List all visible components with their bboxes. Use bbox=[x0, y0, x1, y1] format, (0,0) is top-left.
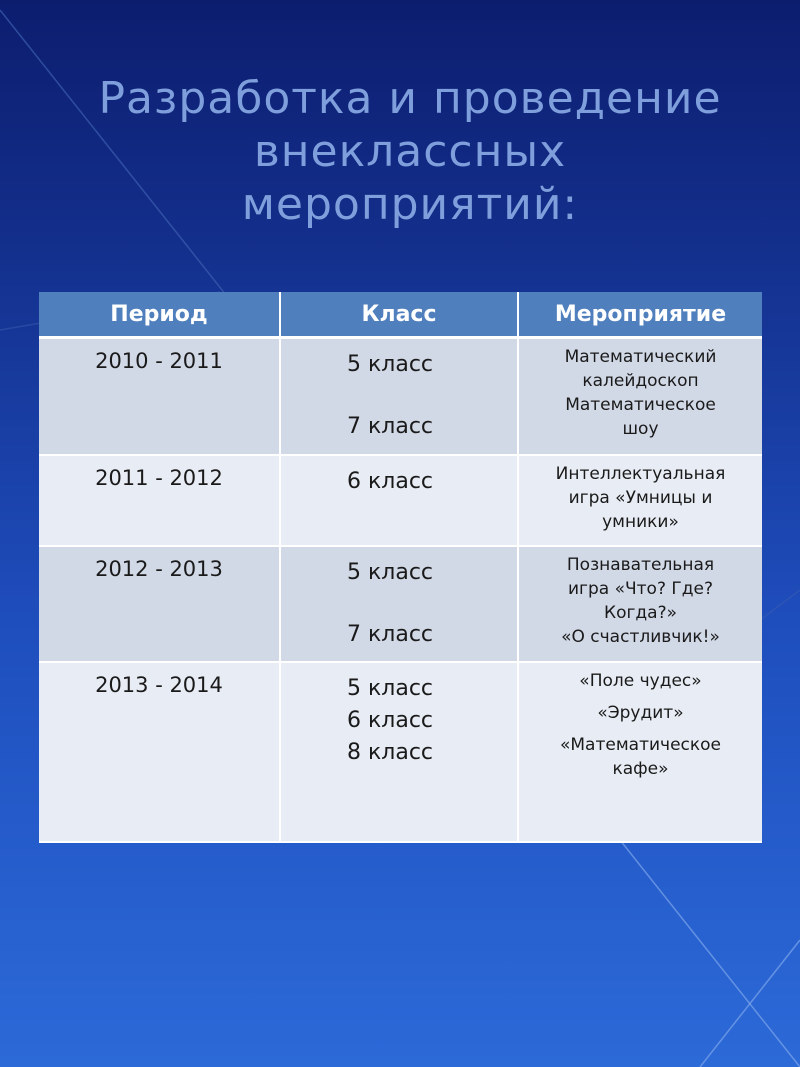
event-line: кафе» bbox=[612, 758, 669, 779]
event-line: Познавательная bbox=[566, 554, 715, 575]
table-row bbox=[39, 455, 762, 546]
header-event: Мероприятие bbox=[518, 292, 762, 338]
event-cell bbox=[518, 338, 762, 455]
class-item: 5 класс bbox=[347, 559, 434, 585]
class-item: 5 класс bbox=[347, 352, 434, 377]
event-line: «О счастливчик!» bbox=[561, 626, 720, 647]
event-line: игра «Умницы и bbox=[568, 487, 713, 508]
events-table bbox=[39, 292, 762, 843]
class-cell bbox=[280, 338, 518, 455]
title-line-3: мероприятий: bbox=[241, 179, 579, 230]
table-row bbox=[39, 546, 762, 662]
table-header-row bbox=[39, 292, 762, 338]
event-line: шоу bbox=[622, 419, 659, 439]
period-cell: 2011 - 2012 bbox=[39, 455, 280, 546]
page-title bbox=[60, 72, 760, 231]
class-cell bbox=[280, 455, 518, 546]
event-line: калейдоскоп bbox=[582, 371, 699, 391]
title-line-1: Разработка и проведение bbox=[98, 73, 722, 124]
table-row bbox=[39, 338, 762, 455]
class-cell bbox=[280, 662, 518, 842]
class-item: 8 класс bbox=[347, 739, 434, 765]
period-cell: 2012 - 2013 bbox=[39, 546, 280, 662]
event-cell bbox=[518, 455, 762, 546]
event-line: Математический bbox=[564, 347, 717, 367]
period-cell: 2010 - 2011 bbox=[39, 338, 280, 455]
header-period: Период bbox=[39, 292, 280, 338]
event-line: «Поле чудес» bbox=[579, 670, 702, 691]
event-line: Когда?» bbox=[604, 602, 677, 623]
table-row bbox=[39, 662, 762, 842]
class-cell bbox=[280, 546, 518, 662]
period-cell: 2013 - 2014 bbox=[39, 662, 280, 842]
event-line: Интеллектуальная bbox=[555, 463, 726, 484]
event-line: «Математическое bbox=[559, 734, 722, 755]
class-item: 6 класс bbox=[347, 707, 434, 733]
title-line-2: внеклассных bbox=[253, 126, 567, 177]
header-class: Класс bbox=[280, 292, 518, 338]
event-cell bbox=[518, 662, 762, 842]
class-item: 7 класс bbox=[347, 621, 434, 647]
event-line: Математическое bbox=[565, 395, 716, 415]
event-line: игра «Что? Где? bbox=[568, 578, 713, 599]
class-item: 5 класс bbox=[347, 675, 434, 701]
event-line: «Эрудит» bbox=[597, 702, 684, 723]
class-item: 6 класс bbox=[347, 468, 434, 494]
class-item: 7 класс bbox=[347, 414, 434, 439]
event-line: умники» bbox=[602, 511, 679, 532]
event-cell bbox=[518, 546, 762, 662]
